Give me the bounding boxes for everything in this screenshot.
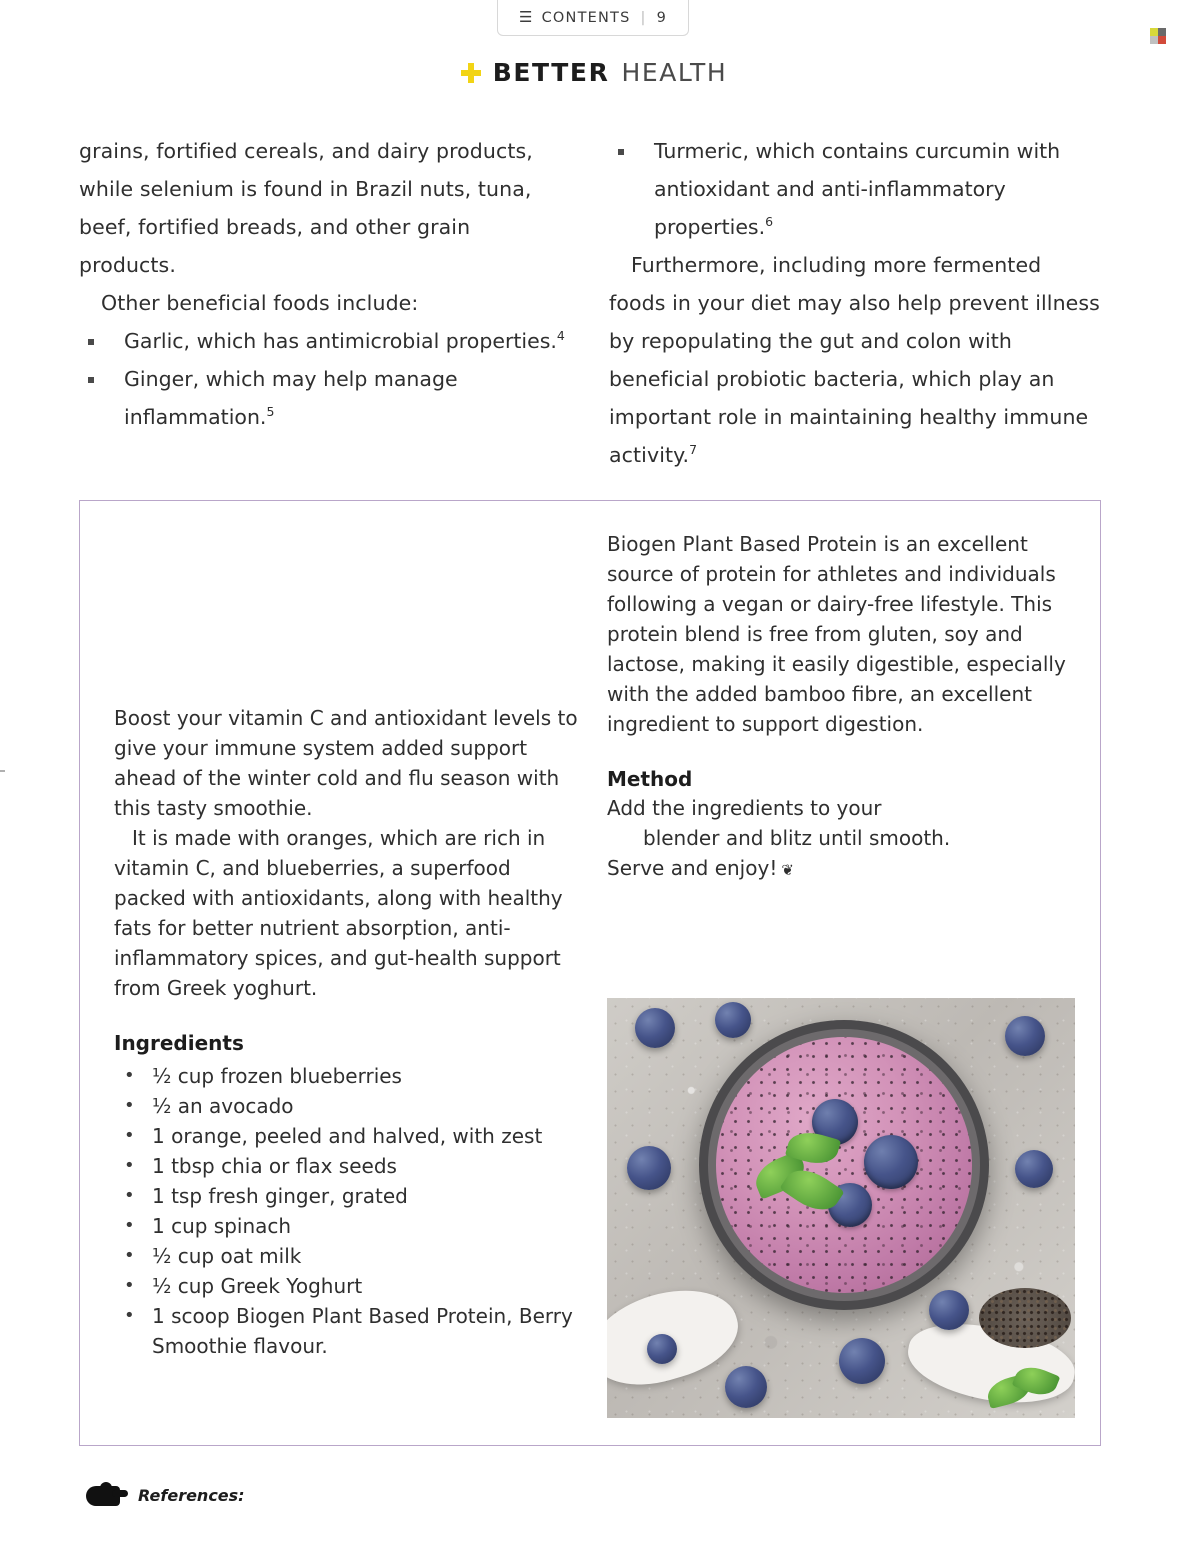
left-bullet-list	[79, 322, 571, 436]
recipe-box	[79, 500, 1101, 1446]
right-bullet-list	[609, 132, 1101, 246]
references-label: References:	[138, 1485, 245, 1505]
blueberry-decor	[725, 1366, 767, 1408]
method-line-3: Serve and enjoy!	[607, 856, 778, 880]
footnote-ref: 6	[765, 214, 774, 230]
registration-mark	[1150, 28, 1166, 44]
bullet-text: Garlic, which has antimicrobial properties.	[124, 329, 557, 353]
mint-leaves	[754, 1133, 850, 1211]
list-item: • ½ cup oat milk	[114, 1241, 584, 1271]
method-heading: Method	[607, 767, 693, 791]
end-mark-icon: ❦	[781, 861, 794, 879]
references-footer	[86, 1482, 245, 1508]
blueberry-decor	[627, 1146, 671, 1190]
cross-icon	[461, 63, 481, 83]
list-item: • 1 orange, peeled and halved, with zest	[114, 1121, 584, 1151]
article-body	[79, 132, 1101, 474]
list-item: • 1 tsp fresh ginger, grated	[114, 1181, 584, 1211]
recipe-intro-1: Boost your vitamin C and antioxidant levels to give your immune system added support ahead of the winter cold and flu season with this tasty smoothie.	[114, 706, 578, 820]
list-item: • 1 tbsp chia or flax seeds	[114, 1151, 584, 1181]
masthead	[0, 58, 1188, 87]
list-item	[609, 132, 1101, 246]
footnote-ref: 5	[266, 404, 275, 420]
left-paragraph-1: grains, fortified cereals, and dairy products, while selenium is found in Brazil nuts, tuna, beef, fortified breads, and other grain products.	[79, 139, 533, 277]
blueberry-decor	[929, 1290, 969, 1330]
footnote-ref: 4	[556, 328, 565, 344]
left-paragraph-2: Other beneficial foods include:	[101, 291, 419, 315]
pointing-hand-icon	[86, 1482, 128, 1508]
recipe-intro-2: It is made with oranges, which are rich in vitamin C, and blueberries, a superfood packed with antioxidants, along with healthy fats for better nutrient absorption, anti-inflammatory spices, and gut-health support from Greek yoghurt.	[114, 826, 563, 1000]
edge-tick	[0, 770, 5, 772]
list-item: • ½ cup Greek Yoghurt	[114, 1271, 584, 1301]
chia-seeds-pile	[979, 1288, 1071, 1348]
blueberry-decor	[1005, 1016, 1045, 1056]
hamburger-icon: ☰	[518, 8, 534, 26]
method-line-1: Add the ingredients to your	[607, 796, 882, 820]
ingredients-list	[114, 1061, 584, 1361]
masthead-bold: BETTER	[492, 58, 610, 87]
page-number: 9	[656, 9, 668, 26]
blueberry-decor	[647, 1334, 677, 1364]
right-column	[609, 132, 1101, 474]
product-blurb: Biogen Plant Based Protein is an excellent source of protein for athletes and individuals following a vegan or dairy-free lifestyle. This protein blend is free from gluten, soy and lactose, making it easily digestible, especially with the added bamboo fibre, an excellent ingredient to support digestion.	[607, 532, 1066, 736]
bullet-text: Ginger, which may help manage inflammation.	[124, 367, 458, 429]
contents-separator: |	[640, 9, 647, 26]
list-item: • ½ an avocado	[114, 1091, 584, 1121]
bullet-text: Turmeric, which contains curcumin with antioxidant and anti-inflammatory properties.	[654, 139, 1061, 239]
blueberry-decor	[1015, 1150, 1053, 1188]
right-paragraph-1-text: Furthermore, including more fermented foods in your diet may also help prevent illness by repopulating the gut and colon with beneficial probiotic bacteria, which play an important role in maintaining healthy immune activity.	[609, 253, 1100, 467]
method-line-2: blender and blitz until smooth.	[643, 826, 951, 850]
list-item	[79, 322, 571, 360]
mint-leaves-corner	[987, 1368, 1057, 1412]
list-item: • ½ cup frozen blueberries	[114, 1061, 584, 1091]
list-item: • 1 cup spinach	[114, 1211, 584, 1241]
contents-label: CONTENTS	[541, 9, 631, 26]
list-item: • 1 scoop Biogen Plant Based Protein, Berry Smoothie flavour.	[114, 1301, 584, 1361]
blueberry-topping	[864, 1135, 918, 1189]
right-paragraph-1	[609, 246, 1101, 474]
blueberry-decor	[635, 1008, 675, 1048]
blueberry-smoothie-photo	[607, 998, 1075, 1418]
ingredients-heading: Ingredients	[114, 1031, 244, 1055]
blueberry-decor	[715, 1002, 751, 1038]
contents-tab[interactable]	[497, 0, 689, 36]
recipe-right-column	[607, 529, 1077, 885]
blueberry-decor	[839, 1338, 885, 1384]
footnote-ref: 7	[689, 442, 698, 458]
recipe-left-column	[114, 703, 584, 1361]
list-item	[79, 360, 571, 436]
left-column	[79, 132, 571, 474]
masthead-light: HEALTH	[621, 58, 728, 87]
method-body	[607, 793, 1077, 885]
smoothie-glass	[699, 1020, 989, 1310]
